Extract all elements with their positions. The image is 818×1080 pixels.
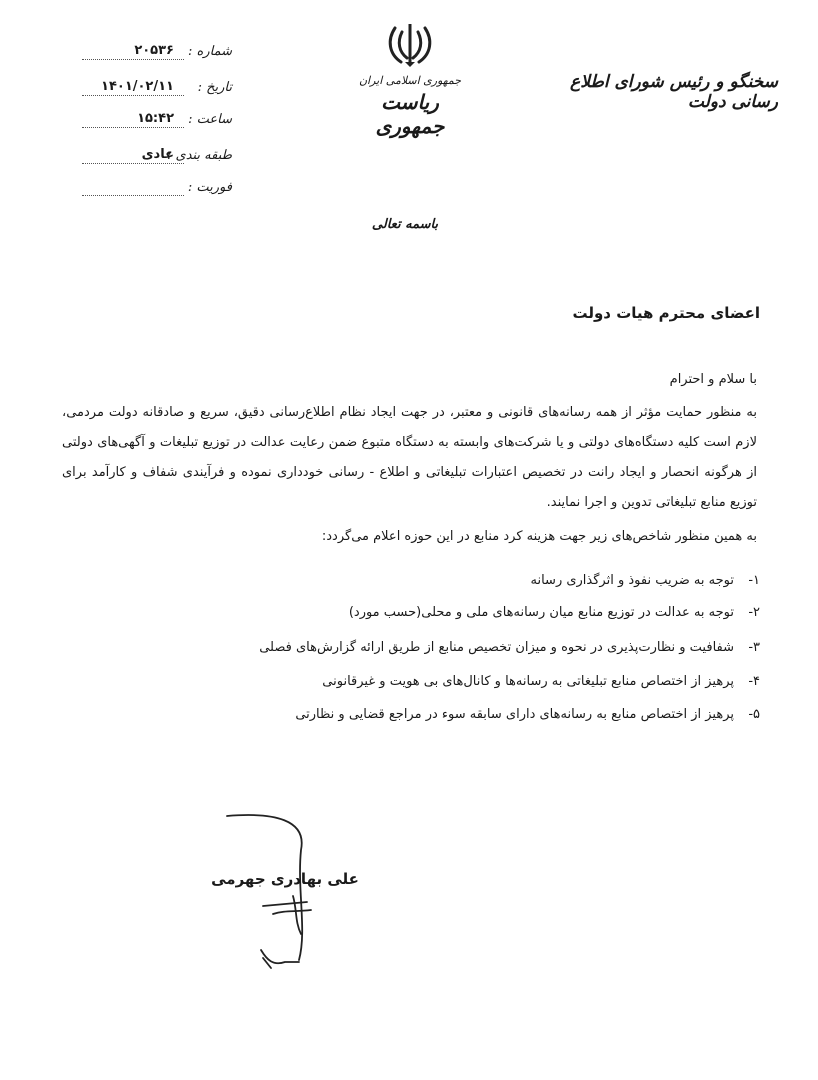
iran-emblem-icon [385, 22, 435, 68]
meta-time-value: ۱۵:۴۲ [137, 111, 174, 126]
meta-date-label: تاریخ : [197, 80, 232, 95]
list-item-text: شفافیت و نظارت‌پذیری در نحوه و میزان تخصیص منابع از طریق ارائه گزارش‌های فصلی [259, 640, 734, 655]
list-item-number: ۴- [748, 674, 760, 689]
list-item-text: پرهیز از اختصاص منابع به رسانه‌های دارای سابقه سوء در مراجع قضایی و نظارتی [295, 707, 734, 722]
meta-urgency-label: فوریت : [187, 180, 232, 195]
presidency-subtitle: جمهوری اسلامی ایران [358, 74, 462, 87]
meta-classification-label: طبقه بندی : [167, 148, 232, 163]
list-item-text: توجه به ضریب نفوذ و اثرگذاری رسانه [530, 573, 734, 588]
handwritten-signature [215, 810, 325, 980]
meta-urgency-row [82, 172, 232, 198]
list-item-text: توجه به عدالت در توزیع منابع میان رسانه‌های ملی و محلی(حسب مورد) [348, 605, 734, 620]
list-item-number: ۵- [748, 707, 760, 722]
meta-number-value: ۲۰۵۳۶ [134, 43, 174, 58]
list-item [200, 605, 760, 627]
meta-dots [82, 95, 184, 96]
list-item-number: ۳- [748, 640, 760, 655]
list-item [200, 573, 760, 595]
greeting: با سلام و احترام [669, 372, 757, 387]
list-item-text: پرهیز از اختصاص منابع تبلیغاتی به رسانه‌ها و کانال‌های بی هویت و غیرقانونی [322, 674, 734, 689]
meta-time-row [82, 104, 232, 130]
spokesman-title: سخنگو و رئیس شورای اطلاع رسانی دولت [570, 72, 778, 112]
list-item [200, 674, 760, 696]
criteria-intro: به همین منظور شاخص‌های زیر جهت هزینه کرد منابع در این حوزه اعلام می‌گردد: [321, 529, 757, 544]
meta-dots [82, 163, 184, 164]
recipient-heading: اعضای محترم هیات دولت [572, 304, 760, 322]
meta-dots [82, 59, 184, 60]
presidency-title: ریاست جمهوری [375, 90, 445, 138]
letter-body: به منظور حمایت مؤثر از همه رسانه‌های قانونی و معتبر، در جهت ایجاد نظام اطلاع‌رسانی دقیق، سریع و صادقانه دولت مردمی، لازم است کلیه دستگاه‌های دولتی و یا شرکت‌های وابسته به دستگاه متبوع ضمن رعایت عدالت در توزیع تبلیغات و آگهی‌های دولتی از هرگونه انحصار و ایجاد رانت در تخصیص اعتبارات تبلیغاتی و اطلاع - رسانی خودداری نموده و فرآیندی شفاف و کارآمد برای توزیع منابع تبلیغاتی تدوین و اجرا نمایند. [62, 405, 757, 510]
meta-dots [82, 127, 184, 128]
list-item-number: ۱- [748, 573, 760, 588]
meta-classification-row [82, 140, 232, 166]
meta-time-label: ساعت : [188, 112, 232, 127]
list-item [200, 640, 760, 662]
signer-name: علی بهادری جهرمی [211, 870, 359, 888]
basmala: باسمه تعالی [371, 217, 439, 232]
meta-classification-value: عادی [141, 147, 174, 162]
list-item-number: ۲- [748, 605, 760, 620]
meta-number-label: شماره : [188, 44, 232, 59]
meta-date-value: ۱۴۰۱/۰۲/۱۱ [101, 79, 174, 94]
list-item [200, 707, 760, 729]
meta-number-row [82, 36, 232, 62]
meta-date-row [82, 72, 232, 98]
meta-dots [82, 195, 184, 196]
